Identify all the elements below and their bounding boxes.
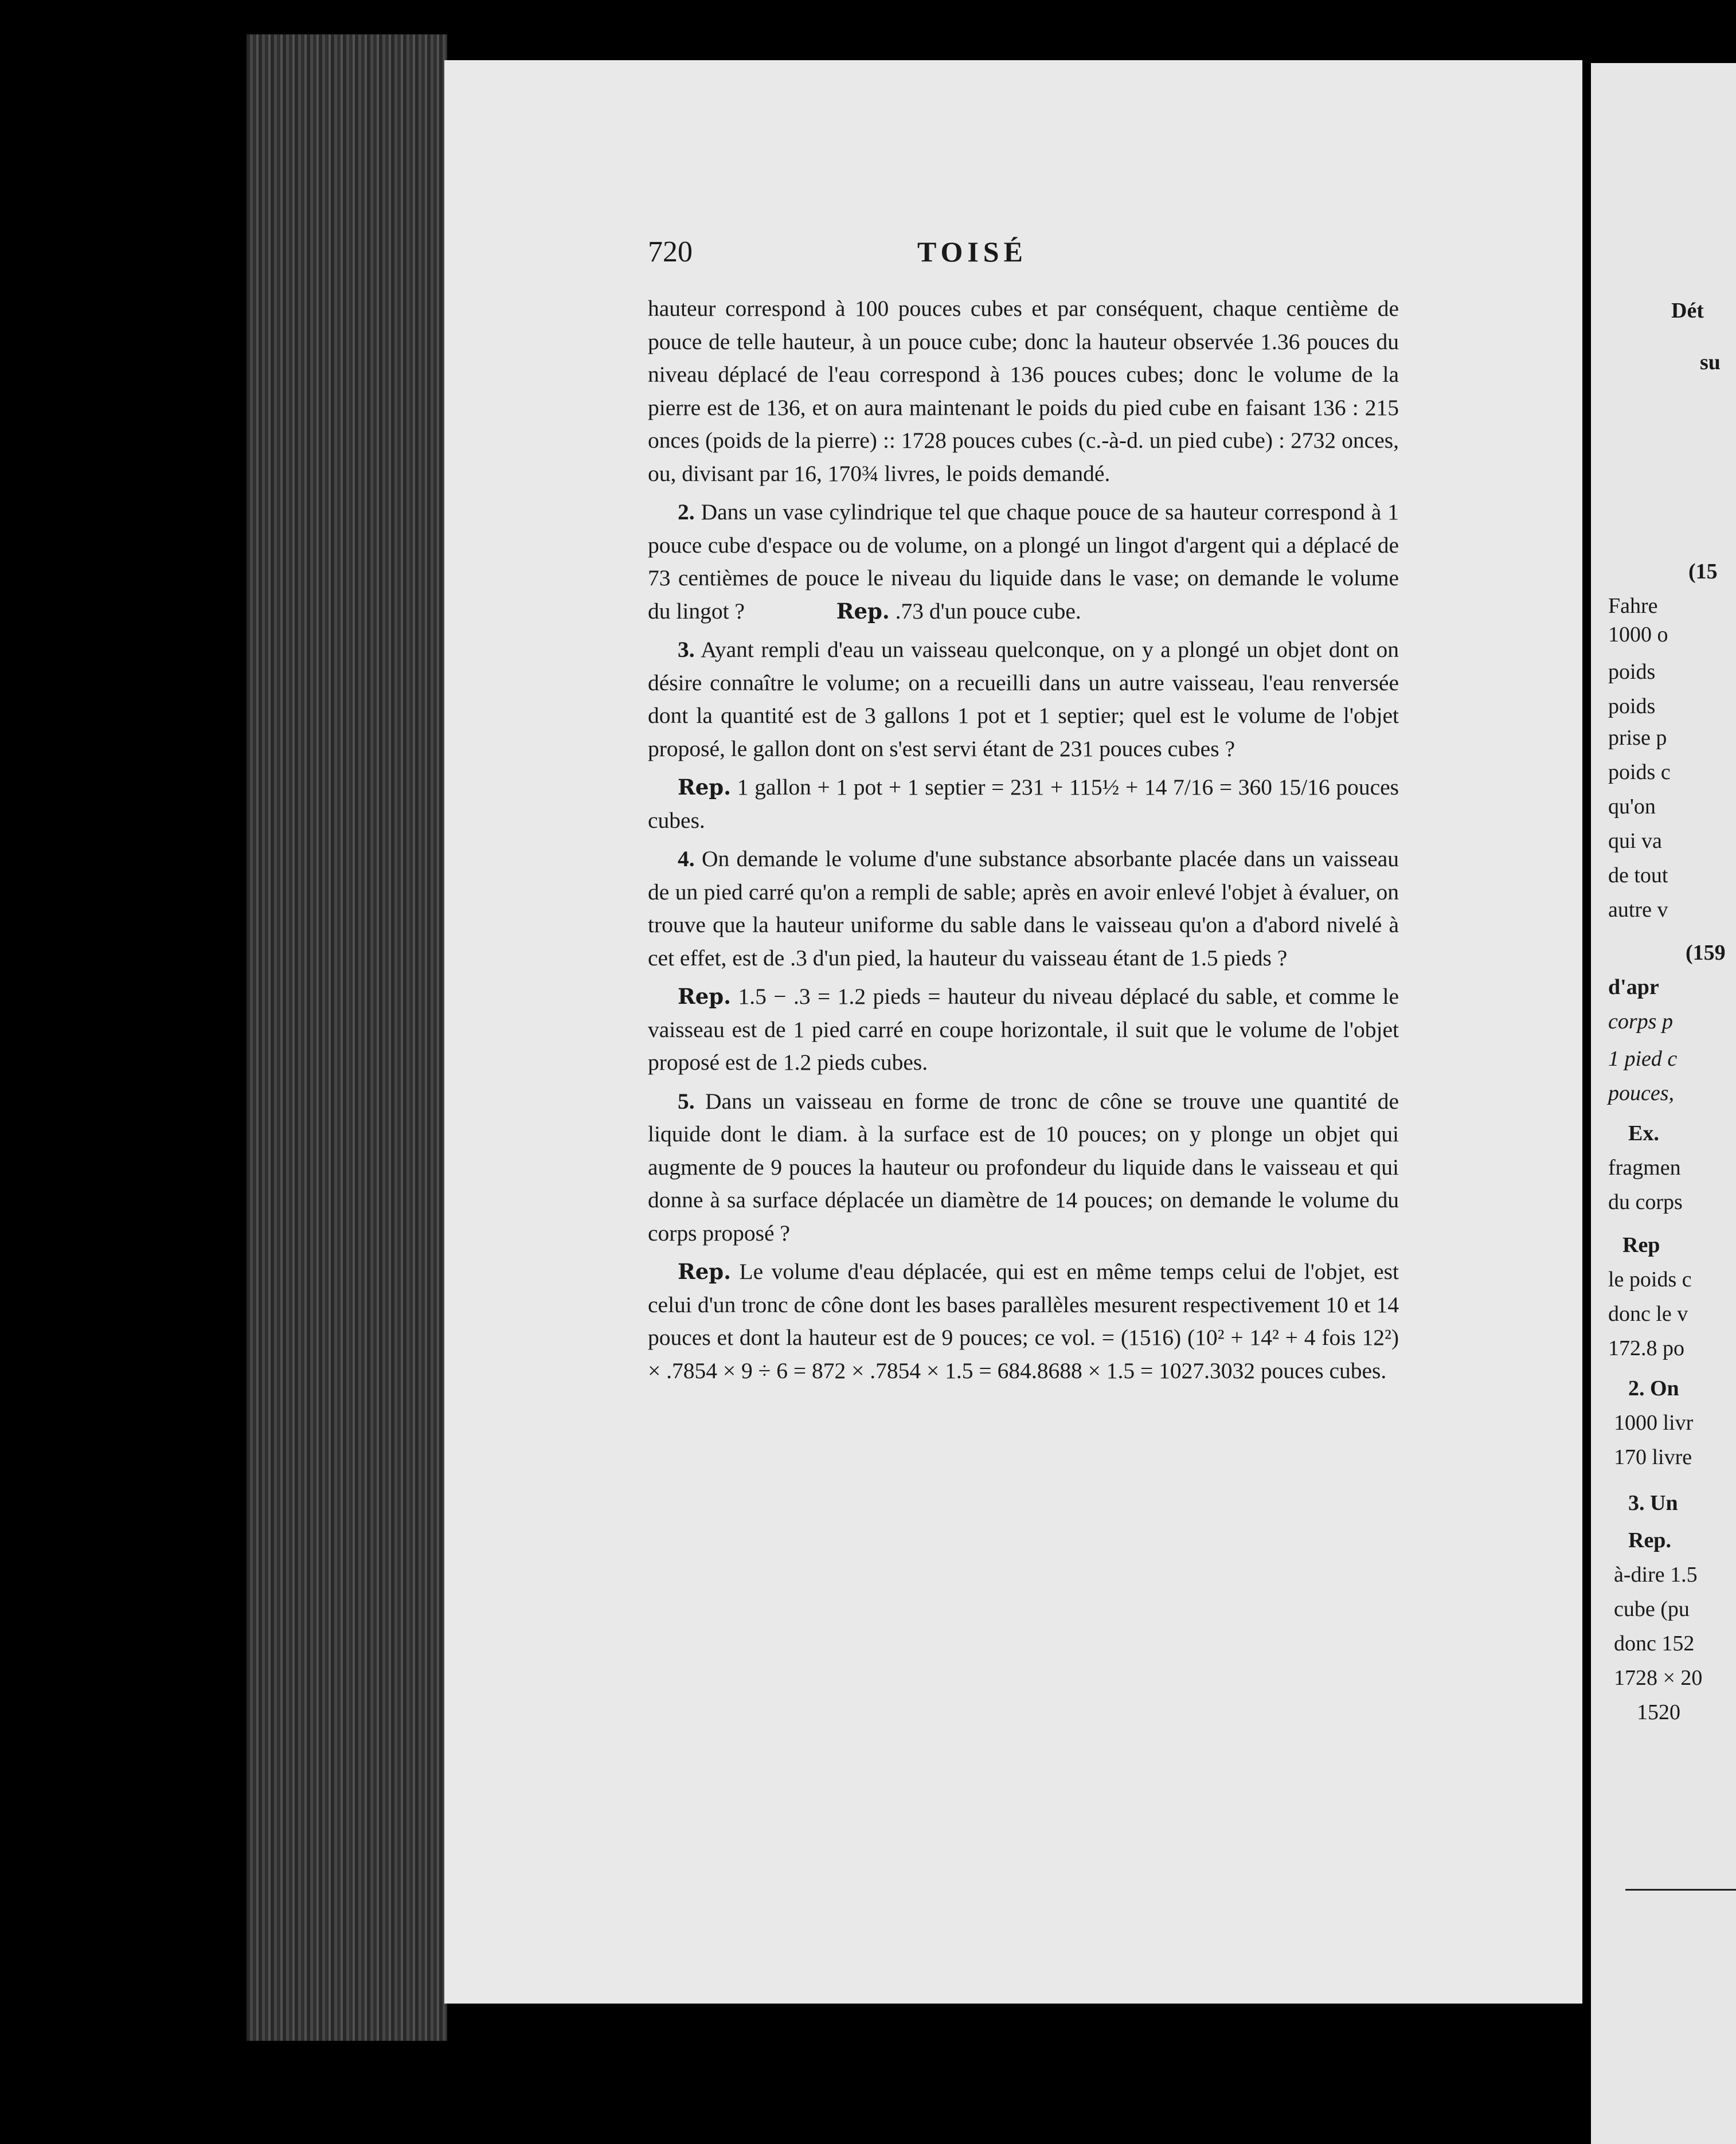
right-page-line: Dét (1671, 299, 1704, 323)
answer-4: Rep. 1.5 − .3 = 1.2 pieds = hauteur du niveau déplacé du sable, et comme le vaisseau est de 1 pied carré en coupe horizontale, il suit que le volume de l'objet proposé est de 1.2 pieds cubes. (648, 984, 1399, 1075)
right-page-line: poids (1608, 660, 1656, 684)
right-page-line: le poids c (1608, 1267, 1692, 1292)
answer-5: Rep. Le volume d'eau déplacée, qui est en même temps celui de l'objet, est celui d'un tronc de cône dont les bases parallèles mesurent respectivement 10 et 14 pouces et dont la hauteur est de 9 pouces; ce vol. = (1516) (10² + 14² + 4 fois 12²) × .7854 × 9 ÷ 6 = 872 × .7854 × 1.5 = 684.8688 × 1.5 = 1027.3032 pouces cubes. (648, 1259, 1399, 1383)
right-page-line: poids c (1608, 760, 1671, 784)
right-page-line: Rep. (1628, 1528, 1671, 1552)
right-page-line: poids (1608, 694, 1656, 718)
right-page-line: donc le v (1608, 1302, 1688, 1326)
right-page-line: de tout (1608, 863, 1668, 887)
right-page-line: pouces, (1608, 1081, 1675, 1105)
exercise-number: 3. (678, 637, 695, 662)
right-page-line: 1000 livr (1614, 1411, 1694, 1435)
paragraph: hauteur correspond à 100 pouces cubes et par conséquent, chaque centième de pouce de telle hauteur, à un pouce cube; donc la hauteur observée 1.36 pouces du niveau déplacé de l'eau correspond à 136 pouces cubes; donc le volume de la pierre est de 136, et on aura maintenant le poids du pied cube en faisant 136 : 215 onces (poids de la pierre) :: 1728 pouces cubes (c.-à-d. un pied cube) : 2732 onces, ou, divisant par 16, 170¾ livres, le poids demandé. (648, 296, 1399, 486)
right-page-line: 1 pied c (1608, 1047, 1678, 1071)
fraction-rule (1625, 1889, 1736, 1891)
page-number: 720 (648, 236, 693, 268)
exercise-number: 4. (678, 846, 695, 871)
left-page (444, 60, 1582, 2004)
rep-label: Rep. (836, 598, 890, 624)
answer: .73 d'un pouce cube. (895, 598, 1081, 624)
right-page-line: Fahre (1608, 594, 1658, 618)
right-page-line: 1000 o (1608, 623, 1668, 647)
exercise-number: 5. (678, 1088, 695, 1114)
right-page-line: autre v (1608, 898, 1668, 922)
right-page-line: 1728 × 20 (1614, 1666, 1703, 1690)
rep-label: Rep. (678, 774, 732, 800)
rep-label: Rep. (678, 984, 732, 1009)
right-page-line: su (1700, 350, 1721, 374)
right-page-line: 172.8 po (1608, 1336, 1684, 1360)
right-page-line: d'apr (1608, 975, 1659, 999)
right-page-line: 1520 (1637, 1700, 1680, 1724)
exercise-5: 5. Dans un vaisseau en forme de tronc de cône se trouve une quantité de liquide dont le diam. à la surface est de 10 pouces; on y plonge un objet qui augmente de 9 pouces la hauteur ou profondeur du liquide dans le vaisseau et qui donne à sa surface déplacée un diamètre de 14 pouces; on demande le volume du corps proposé ? (648, 1088, 1399, 1246)
right-page-line: 2. On (1628, 1376, 1679, 1400)
right-page-line: prise p (1608, 726, 1667, 750)
running-title: TOISÉ (917, 236, 1027, 268)
right-page-line: cube (pu (1614, 1597, 1690, 1621)
body-text (648, 292, 1399, 1393)
right-page-line: qui va (1608, 829, 1662, 853)
right-page-line: Ex. (1628, 1121, 1659, 1145)
answer-3: Rep. 1 gallon + 1 pot + 1 septier = 231 + 115½ + 14 7/16 = 360 15/16 pouces cubes. (648, 774, 1399, 833)
right-page-line: (15 (1688, 560, 1718, 584)
right-page-line: qu'on (1608, 795, 1656, 819)
rep-label: Rep. (678, 1259, 732, 1284)
right-page-line: à-dire 1.5 (1614, 1563, 1698, 1587)
exercise-4: 4. On demande le volume d'une substance absorbante placée dans un vaisseau de un pied carré qu'on a rempli de sable; après en avoir enlevé l'objet à évaluer, on trouve que la hauteur uniforme du sable dans le vaisseau qu'on a d'abord nivelé à cet effet, est de .3 d'un pied, la hauteur du vaisseau étant de 1.5 pieds ? (648, 846, 1399, 971)
book-spine (247, 34, 447, 2041)
right-page-fragment (1591, 63, 1736, 2144)
right-page-line: Rep (1622, 1233, 1660, 1257)
right-page-line: (159 (1686, 941, 1726, 965)
right-page-line: 3. Un (1628, 1491, 1678, 1515)
exercise-3: 3. Ayant rempli d'eau un vaisseau quelconque, on y a plongé un objet dont on désire connaître le volume; on a recueilli dans un autre vaisseau, l'eau renversée dont la quantité est de 3 gallons 1 pot et 1 septier; quel est le volume de l'objet proposé, le gallon dont on s'est servi étant de 231 pouces cubes ? (648, 637, 1399, 761)
right-page-line: du corps (1608, 1190, 1683, 1214)
right-page-line: corps p (1608, 1010, 1673, 1034)
right-page-line: donc 152 (1614, 1632, 1695, 1656)
page-header (648, 235, 1393, 275)
exercise-2: 2. Dans un vase cylindrique tel que chaque pouce de sa hauteur correspond à 1 pouce cube d'espace ou de volume, on a plongé un lingot d'argent qui a déplacé de 73 centièmes de pouce le niveau du liquide dans le vase; on demande le volume du lingot ? Rep. .73 d'un pouce cube. (648, 499, 1399, 624)
right-page-line: 170 livre (1614, 1445, 1692, 1469)
right-page-line: fragmen (1608, 1156, 1681, 1180)
exercise-number: 2. (678, 499, 695, 525)
